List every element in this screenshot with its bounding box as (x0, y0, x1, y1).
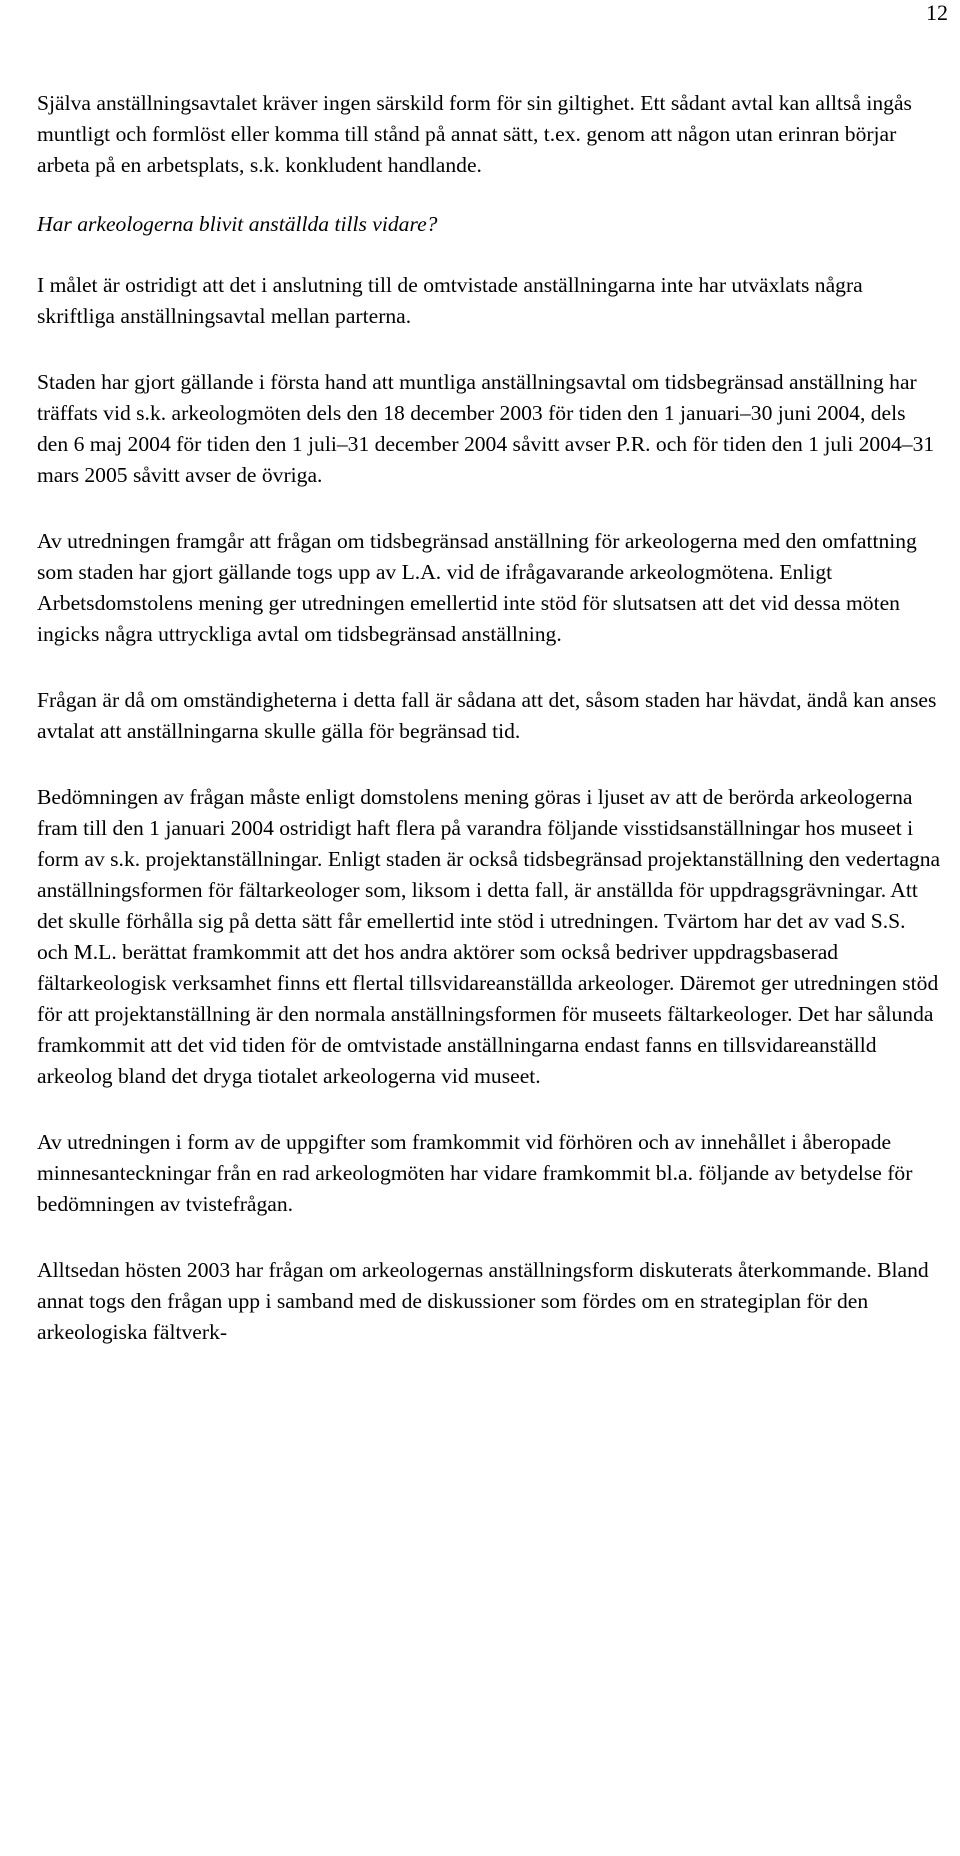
paragraph-question-circumstances: Frågan är då om omständigheterna i detta fall är sådana att det, såsom staden har hävdat, ändå kan anses avtalat att anställningarna skulle gälla för begränsad tid. (37, 688, 937, 743)
page-number: 12 (926, 0, 948, 25)
paragraph-no-written-contracts: I målet är ostridigt att det i anslutning till de omtvistade anställningarna inte har utväxlats några skriftliga anställningsavtal mellan parterna. (37, 273, 863, 328)
section-heading: Har arkeologerna blivit anställda tills vidare? (37, 212, 438, 236)
paragraph-city-claims: Staden har gjort gällande i första hand att muntliga anställningsavtal om tidsbegränsad anställning har träffats vid s.k. arkeologmöten dels den 18 december 2003 för tiden den 1 januari–30 juni 2004, dels den 6 maj 2004 för tiden den 1 juli–31 december 2004 såvitt avser P.R. och för tiden den 1 juli 2004–31 mars 2005 såvitt avser de övriga. (37, 370, 935, 487)
document-body (37, 88, 942, 1383)
paragraph-investigation-findings: Av utredningen i form av de uppgifter som framkommit vid förhören och av innehållet i åberopade minnesanteckningar från en rad arkeologmöten har vidare framkommit bl.a. följande av betydelse för bedömningen av tvistefrågan. (37, 1130, 913, 1216)
paragraph-assessment: Bedömningen av frågan måste enligt domstolens mening göras i ljuset av att de berörda arkeologerna fram till den 1 januari 2004 ostridigt haft flera på varandra följande visstidsanställningar hos museet i form av s.k. projektanställningar. Enligt staden är också tidsbegränsad projektanställning den vedertagna anställningsformen för fältarkeologer som, liksom i detta fall, är anställda för uppdragsgrävningar. Att det skulle förhålla sig på detta sätt får emellertid inte stöd i utredningen. Tvärtom har det av vad S.S. och M.L. berättat framkommit att det hos andra aktörer som också bedriver uppdragsbaserad fältarkeologisk verksamhet finns ett flertal tillsvidareanställda arkeologer. Däremot ger utredningen stöd för att projektanställning är den normala anställningsformen för museets fältarkeologer. Det har sålunda framkommit att det vid tiden för de omtvistade anställningarna endast fanns en tillsvidareanställd arkeolog bland det dryga tiotalet arkeologerna vid museet. (37, 785, 941, 1088)
paragraph-form-requirements: Själva anställningsavtalet kräver ingen särskild form för sin giltighet. Ett sådant avtal kan alltså ingås muntligt och formlöst eller komma till stånd på annat sätt, t.ex. genom att någon utan erinran börjar arbeta på en arbetsplats, s.k. konkludent handlande. (37, 91, 912, 177)
paragraph-since-autumn-2003: Alltsedan hösten 2003 har frågan om arkeologernas anställningsform diskuterats återkommande. Bland annat togs den frågan upp i samband med de diskussioner som fördes om en strategiplan för den arkeologiska fältverk- (37, 1258, 929, 1344)
paragraph-investigation-meetings: Av utredningen framgår att frågan om tidsbegränsad anställning för arkeologerna med den omfattning som staden har gjort gällande togs upp av L.A. vid de ifrågavarande arkeologmötena. Enligt Arbetsdomstolens mening ger utredningen emellertid inte stöd för slutsatsen att det vid dessa möten ingicks några uttryckliga avtal om tidsbegränsad anställning. (37, 529, 917, 646)
